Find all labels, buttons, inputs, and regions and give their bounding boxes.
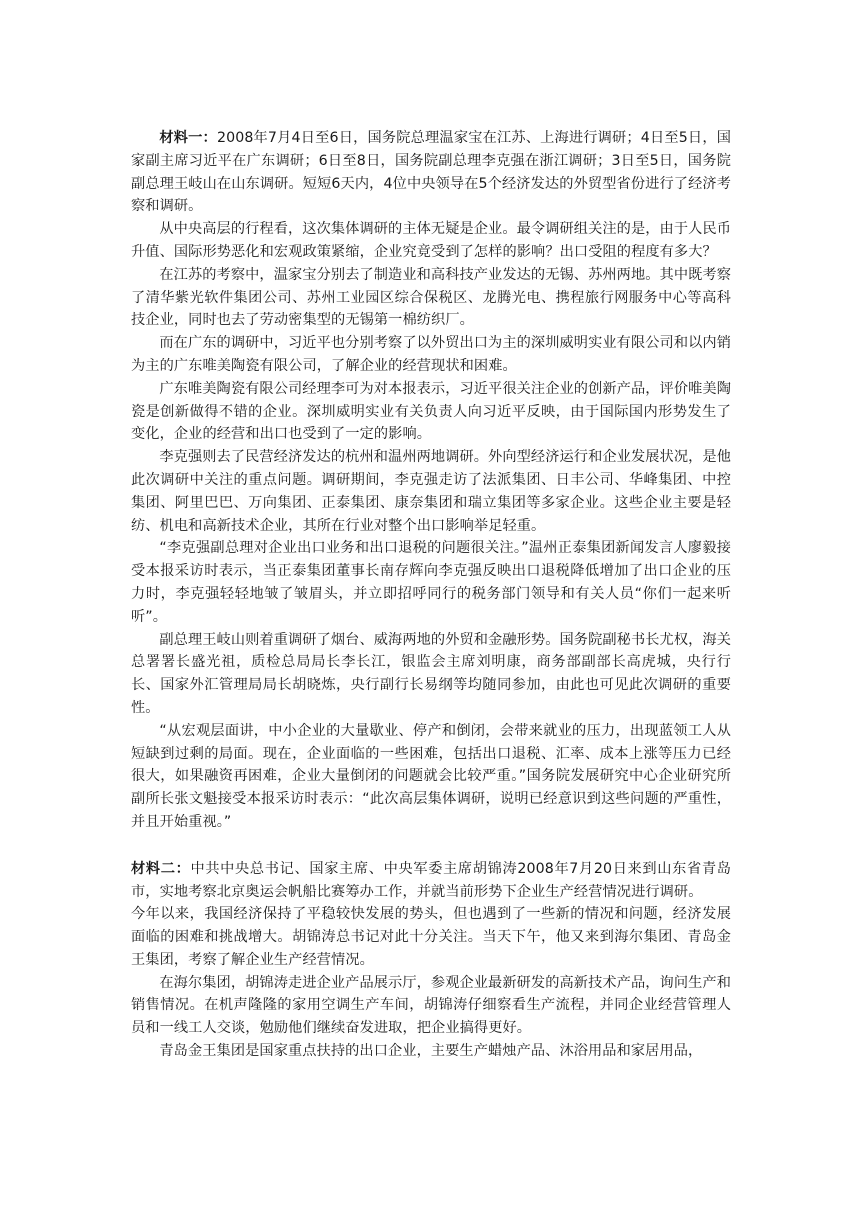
material-two-paragraph-1 xyxy=(131,858,731,904)
material-two-paragraph-2: 今年以来，我国经济保持了平稳较快发展的势头，但也遇到了一些新的情况和问题，经济发展面临的困难和挑战增大。胡锦涛总书记对此十分关注。当天下午，他又来到海尔集团、青岛金王集团，考察了解企业生产经营情况。 xyxy=(131,906,731,968)
paragraph-text: 2008年7月4日至6日，国务院总理温家宝在江苏、上海进行调研；4日至5日，国家副主席习近平在广东调研；6日至8日，国务院副总理李克强在浙江调研；3日至5日，国务院副总理王岐山在山东调研。短短6天内，4位中央领导在5个经济发达的外贸型省份进行了经济考察和调研。 xyxy=(131,130,731,215)
material-one-paragraph-9: “从宏观层面讲，中小企业的大量歇业、停产和倒闭，会带来就业的压力，出现蓝领工人从短缺到过剩的局面。现在，企业面临的一些困难，包括出口退税、汇率、成本上涨等压力已经很大，如果融资再困难，企业大量倒闭的问题就会比较严重。”国务院发展研究中心企业研究所副所长张文魁接受本报采访时表示：“此次高层集体调研，说明已经意识到这些问题的严重性，并且开始重视。” xyxy=(131,722,731,830)
material-two-paragraph-4: 青岛金王集团是国家重点扶持的出口企业，主要生产蜡烛产品、沐浴用品和家居用品， xyxy=(159,1043,703,1060)
material-one-paragraph-6: 李克强则去了民营经济发达的杭州和温州两地调研。外向型经济运行和企业发展状况，是他此次调研中关注的重点问题。调研期间，李克强走访了法派集团、日丰公司、华峰集团、中控集团、阿里巴巴、万向集团、正泰集团、康奈集团和瑞立集团等多家企业。这些企业主要是轻纺、机电和高新技术企业，其所在行业对整个出口影响举足轻重。 xyxy=(131,449,731,534)
material-one-paragraph-3: 在江苏的考察中，温家宝分别去了制造业和高科技产业发达的无锡、苏州两地。其中既考察了清华紫光软件集团公司、苏州工业园区综合保税区、龙腾光电、携程旅行网服务中心等高科技企业，同时也去了劳动密集型的无锡第一棉纺织厂。 xyxy=(131,266,731,329)
material-two-label: 材料二： xyxy=(131,860,191,877)
material-two-paragraph-3: 在海尔集团，胡锦涛走进企业产品展示厅，参观企业最新研发的高新技术产品，询问生产和销售情况。在机声隆隆的家用空调生产车间，胡锦涛仔细察看生产流程，并同企业经营管理人员和一线工人交谈，勉励他们继续奋发进取，把企业搞得更好。 xyxy=(131,974,731,1037)
document-page xyxy=(131,127,731,1063)
material-one-paragraph-1 xyxy=(131,127,731,218)
material-one-paragraph-2: 从中央高层的行程看，这次集体调研的主体无疑是企业。最令调研组关注的是，由于人民币升值、国际形势恶化和宏观政策紧缩，企业究竟受到了怎样的影响？出口受阻的程度有多大？ xyxy=(131,221,731,260)
material-one-section xyxy=(131,127,731,834)
material-one-paragraph-5: 广东唯美陶瓷有限公司经理李可为对本报表示，习近平很关注企业的创新产品，评价唯美陶瓷是创新做得不错的企业。深圳威明实业有关负责人向习近平反映，由于国际国内形势发生了变化，企业的经营和出口也受到了一定的影响。 xyxy=(131,380,731,443)
material-one-paragraph-4: 而在广东的调研中，习近平也分别考察了以外贸出口为主的深圳威明实业有限公司和以内销为主的广东唯美陶瓷有限公司，了解企业的经营现状和困难。 xyxy=(131,335,731,374)
material-two-section xyxy=(131,858,731,1063)
paragraph-text: 中共中央总书记、国家主席、中央军委主席胡锦涛2008年7月20日来到山东省青岛市，实地考察北京奥运会帆船比赛筹办工作，并就当前形势下企业生产经营情况进行调研。 xyxy=(131,860,732,900)
material-one-label: 材料一： xyxy=(159,130,217,146)
material-one-paragraph-7: “李克强副总理对企业出口业务和出口退税的问题很关注。”温州正泰集团新闻发言人廖毅接受本报采访时表示，当正泰集团董事长南存辉向李克强反映出口退税降低增加了出口企业的压力时，李克强轻轻地皱了皱眉头，并立即招呼同行的税务部门领导和有关人员“你们一起来听听”。 xyxy=(131,540,731,625)
material-one-paragraph-8: 副总理王岐山则着重调研了烟台、威海两地的外贸和金融形势。国务院副秘书长尤权，海关总署署长盛光祖，质检总局局长李长江，银监会主席刘明康，商务部副部长高虎城，央行行长、国家外汇管理局局长胡晓炼，央行副行长易纲等均随同参加，由此也可见此次调研的重要性。 xyxy=(131,631,731,716)
